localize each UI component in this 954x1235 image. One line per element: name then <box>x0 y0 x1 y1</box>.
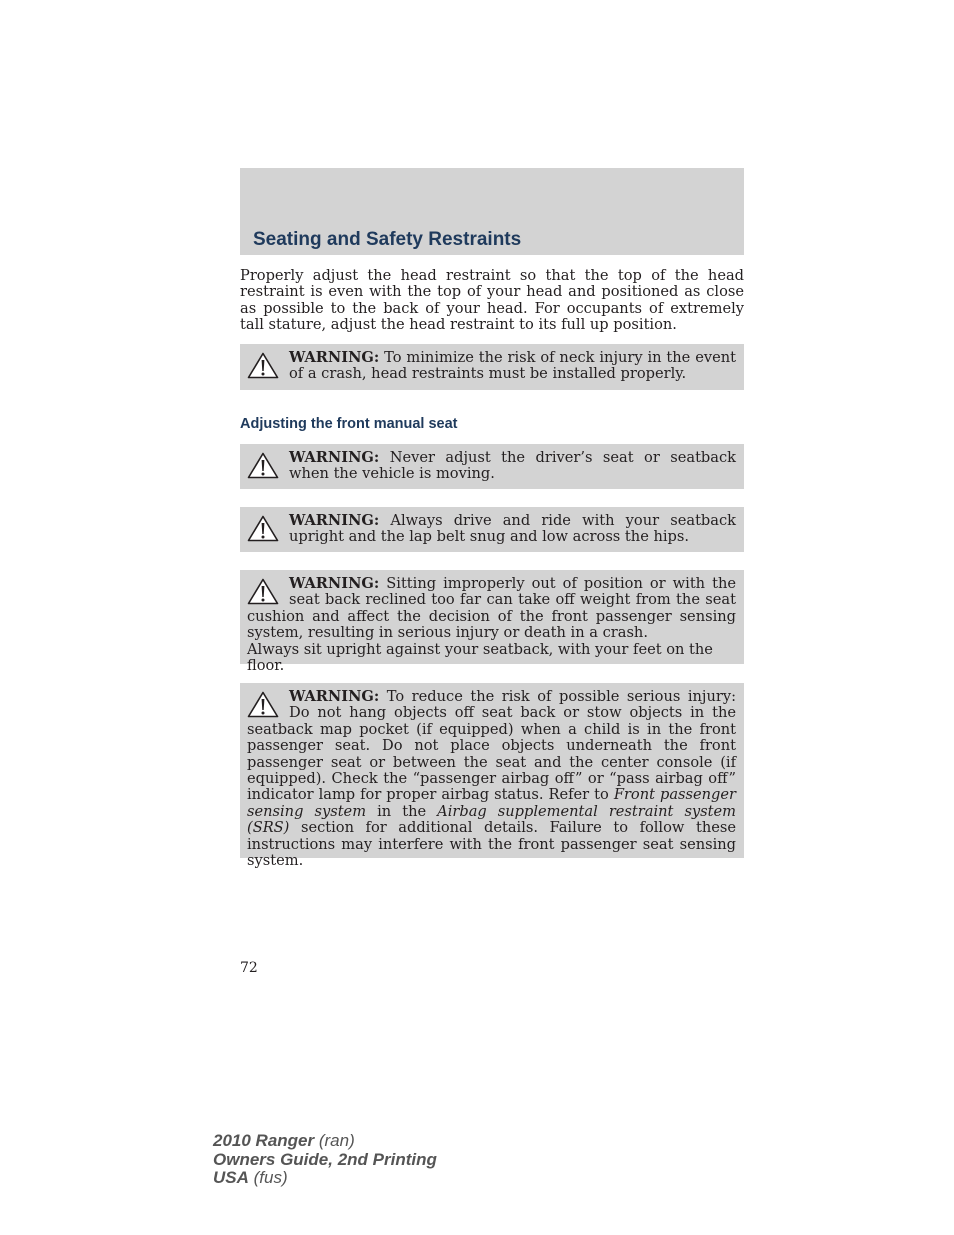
warning-label: WARNING: <box>289 449 380 466</box>
warning-label: WARNING: <box>289 688 380 705</box>
caution-triangle-icon <box>247 578 279 605</box>
warning-box-sitting-position <box>240 570 744 675</box>
intro-paragraph: Properly adjust the head restraint so that the top of the head restraint is even with the top of your head and positioned as close as possible to the back of your head. For occupants of extremely tall stature, adjust the head restraint to its full up position. <box>240 267 744 334</box>
warning-box-seatback-objects <box>240 683 744 870</box>
warning-text <box>247 689 736 869</box>
cross-reference-sensing-system: Front passenger sensing system <box>247 786 736 820</box>
subheading-front-manual-seat: Adjusting the front manual seat <box>240 416 458 432</box>
warning-body: Always drive and ride with your seatback upright and the lap belt snug and low across the hips. <box>289 512 736 546</box>
caution-triangle-icon <box>247 515 279 542</box>
warning-box-head-restraint <box>240 344 744 390</box>
warning-body: To reduce the risk of possible serious injury: Do not hang objects off seat back or stow objects in the seatback map pocket (if equipped) when a child is in the front passenger seat. Do not place objects underneath the front passenger seat or between the seat and the center console (if equipped). Check the “passenger airbag off” or “pass airbag off” indicator lamp for proper airbag status. Refer to <box>247 688 736 804</box>
footer-line-market: USA (fus) <box>213 1168 288 1187</box>
warning-body-end: section for additional details. Failure to follow these instructions may interfere with the front passenger seat sensing system. <box>247 819 736 870</box>
section-header-band <box>240 168 744 255</box>
warning-body: To minimize the risk of neck injury in the event of a crash, head restraints must be installed properly. <box>289 349 736 383</box>
warning-box-seat-adjust <box>240 444 744 489</box>
section-title: Seating and Safety Restraints <box>253 229 522 250</box>
warning-text <box>247 513 736 546</box>
warning-box-seatback-upright <box>240 507 744 552</box>
warning-extra-text: Always sit upright against your seatback, with your feet on the floor. <box>247 640 713 675</box>
footer-line-model: 2010 Ranger (ran) <box>213 1131 355 1150</box>
caution-triangle-icon <box>247 352 279 379</box>
footer-line-edition: Owners Guide, 2nd Printing <box>213 1149 437 1169</box>
warning-text <box>247 450 736 483</box>
cross-reference-srs-section: Airbag supplemental restraint system (SRS) <box>247 802 737 837</box>
warning-body-continued: in the <box>366 802 438 820</box>
document-footer <box>213 1132 437 1188</box>
caution-triangle-icon <box>247 691 279 718</box>
warning-label: WARNING: <box>289 349 380 366</box>
page-number: 72 <box>240 960 258 976</box>
warning-label: WARNING: <box>289 575 380 592</box>
caution-triangle-icon <box>247 452 279 479</box>
warning-body: Never adjust the driver’s seat or seatback when the vehicle is moving. <box>289 449 736 483</box>
warning-label: WARNING: <box>289 512 380 529</box>
warning-text <box>247 350 736 383</box>
warning-body: Sitting improperly out of position or with the seat back reclined too far can take off weight from the seat cushion and affect the decision of the front passenger sensing system, resulting in serious injury or death in a crash. <box>247 575 736 642</box>
warning-text <box>247 576 736 642</box>
